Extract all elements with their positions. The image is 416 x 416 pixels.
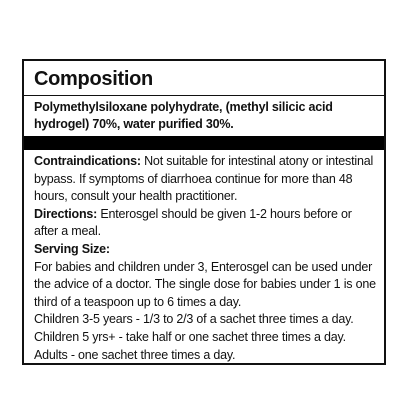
composition-heading: Composition [34,68,153,90]
serving-size-label: Serving Size: [34,241,110,256]
label-body [34,153,378,364]
thick-divider-bar [24,136,384,150]
directions-text: Enterosgel should be given 1-2 hours before or after a meal. [34,206,352,239]
directions-label: Directions: [34,206,98,221]
serving-size-adults: Adults - one sachet three times a day. [34,347,236,362]
serving-size-children-3-5: Children 3-5 years - 1/3 to 2/3 of a sachet three times a day. [34,312,354,327]
directions-section [34,206,378,241]
heading-divider [24,95,384,96]
contraindications-section [34,153,378,206]
composition-label-box [22,59,386,365]
serving-size-intro: For babies and children under 3, Enterosgel can be used under the advice of a doctor. The single dose for babies under 1 is one third of a teaspoon up to 6 times a day. [34,259,376,309]
contraindications-text: Not suitable for intestinal atony or intestinal bypass. If symptoms of diarrhoea continue for more than 48 hours, consult your health practitioner. [34,154,374,204]
serving-size-children-5-plus: Children 5 yrs+ - take half or one sachet three times a day. [34,329,346,344]
composition-text: Polymethylsiloxane polyhydrate, (methyl silicic acid hydrogel) 70%, water purified 30%. [34,100,333,131]
contraindications-label: Contraindications: [34,154,141,168]
